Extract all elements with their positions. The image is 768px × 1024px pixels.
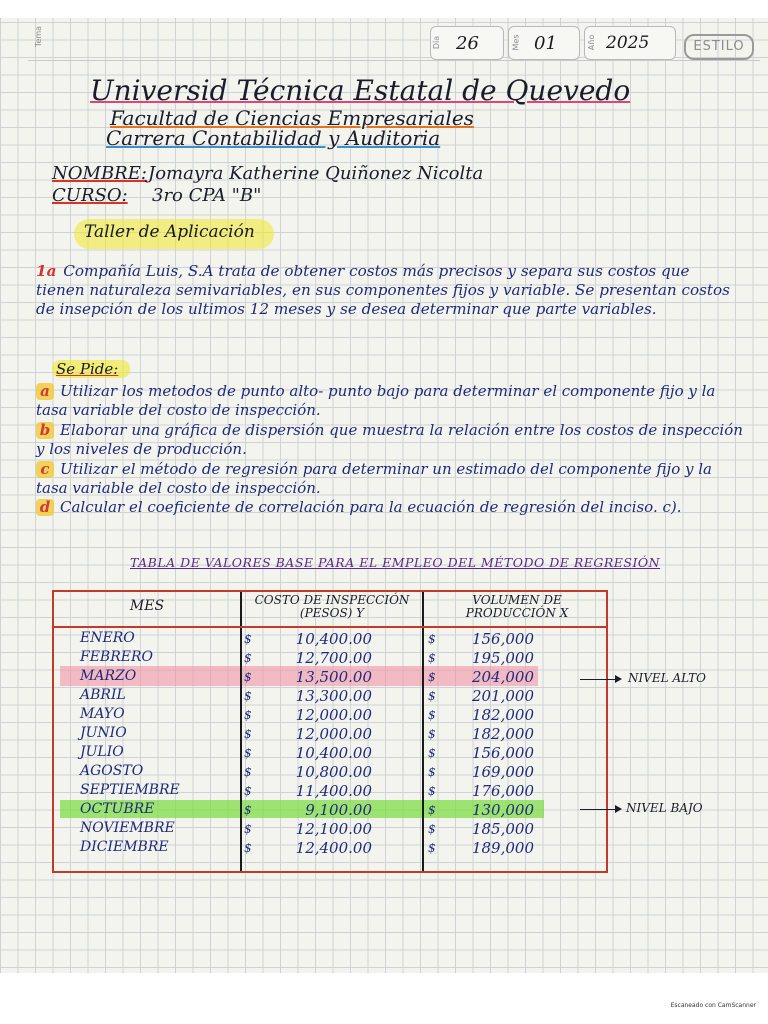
item-c <box>36 460 746 498</box>
curso-label: CURSO: <box>52 185 128 206</box>
table-row <box>54 630 610 649</box>
problem-statement <box>36 262 736 319</box>
table-row <box>54 649 610 668</box>
nombre-value: Jomayra Katherine Quiñonez Nicolta <box>148 163 484 184</box>
currency-symbol: $ <box>428 765 436 779</box>
row-costo: 12,400.00 <box>295 839 372 857</box>
low-level-arrow <box>580 809 620 810</box>
row-volumen: 185,000 <box>471 820 534 838</box>
currency-symbol: $ <box>244 708 252 722</box>
currency-symbol: $ <box>428 727 436 741</box>
row-costo: 10,400.00 <box>295 630 372 648</box>
currency-symbol: $ <box>244 765 252 779</box>
row-mes: DICIEMBRE <box>80 839 169 855</box>
table-row <box>54 763 610 782</box>
table-row <box>54 725 610 744</box>
estilo-logo: ESTILO <box>684 34 754 60</box>
row-volumen: 156,000 <box>471 630 534 648</box>
row-volumen: 130,000 <box>471 801 534 819</box>
row-mes: MAYO <box>80 706 125 722</box>
scanner-watermark: Escaneado con CamScanner <box>670 1002 756 1009</box>
currency-symbol: $ <box>428 841 436 855</box>
table-row <box>54 687 610 706</box>
year-label: Año <box>587 34 597 51</box>
item-c-text: Utilizar el método de regresión para determinar un estimado del componente fijo y la tasa variable del costo de inspección. <box>36 460 712 497</box>
career-title: Carrera Contabilidad y Auditoria <box>106 126 441 150</box>
currency-symbol: $ <box>428 822 436 836</box>
table-row <box>54 668 610 687</box>
row-costo: 13,500.00 <box>295 668 372 686</box>
row-costo: 12,000.00 <box>295 706 372 724</box>
row-costo: 11,400.00 <box>295 782 372 800</box>
high-level-label: NIVEL ALTO <box>628 671 706 685</box>
high-level-arrow <box>580 679 620 680</box>
data-table <box>52 590 608 873</box>
item-d-letter: d <box>36 499 54 516</box>
row-mes: NOVIEMBRE <box>80 820 175 836</box>
row-volumen: 182,000 <box>471 725 534 743</box>
row-mes: ABRIL <box>80 687 126 703</box>
currency-symbol: $ <box>244 803 252 817</box>
currency-symbol: $ <box>244 746 252 760</box>
item-b <box>36 421 746 459</box>
month-value: 01 <box>534 33 557 54</box>
row-volumen: 156,000 <box>471 744 534 762</box>
row-mes: JULIO <box>80 744 124 760</box>
currency-symbol: $ <box>244 822 252 836</box>
se-pide-heading: Se Pide: <box>56 360 119 378</box>
university-title: Universid Técnica Estatal de Quevedo <box>90 74 631 107</box>
problem-number: 1a <box>36 262 57 280</box>
table-row <box>54 782 610 801</box>
row-costo: 10,800.00 <box>295 763 372 781</box>
row-mes: JUNIO <box>80 725 127 741</box>
faculty-title: Facultad de Ciencias Empresariales <box>110 106 474 130</box>
item-d-text: Calcular el coeficiente de correlación para la ecuación de regresión del inciso. c). <box>60 498 682 516</box>
row-mes: MARZO <box>80 668 137 684</box>
currency-symbol: $ <box>244 841 252 855</box>
item-b-text: Elaborar una gráfica de dispersión que muestra la relación entre los costos de inspección y los niveles de producción. <box>36 421 743 458</box>
row-volumen: 176,000 <box>471 782 534 800</box>
item-a-text: Utilizar los metodos de punto alto- punto bajo para determinar el componente fijo y la tasa variable del costo de inspección. <box>36 382 716 419</box>
month-label: Mes <box>511 34 521 51</box>
item-c-letter: c <box>36 461 54 478</box>
row-mes: ENERO <box>80 630 135 646</box>
day-label: Día <box>432 35 442 50</box>
row-mes: FEBRERO <box>80 649 154 665</box>
item-a <box>36 382 746 420</box>
row-volumen: 182,000 <box>471 706 534 724</box>
year-value: 2025 <box>606 33 650 53</box>
row-mes: SEPTIEMBRE <box>80 782 180 798</box>
row-costo: 10,400.00 <box>295 744 372 762</box>
table-row <box>54 839 610 858</box>
row-volumen: 195,000 <box>471 649 534 667</box>
problem-text: Compañía Luis, S.A trata de obtener costos más precisos y separa sus costos que tienen naturaleza semivariables, en sus componentes fijos y variable. Se presentan costos de insepción de los ultimos 12 meses y se desea determinar que parte variables. <box>36 262 730 318</box>
row-costo: 12,100.00 <box>295 820 372 838</box>
day-value: 26 <box>456 33 479 54</box>
currency-symbol: $ <box>244 632 252 646</box>
nombre-label: NOMBRE: <box>52 163 147 184</box>
currency-symbol: $ <box>244 689 252 703</box>
currency-symbol: $ <box>244 651 252 665</box>
header-costo: COSTO DE INSPECCIÓN (PESOS) Y <box>254 593 410 620</box>
item-b-letter: b <box>36 422 54 439</box>
currency-symbol: $ <box>428 689 436 703</box>
table-title: TABLA DE VALORES BASE PARA EL EMPLEO DEL MÉTODO DE REGRESIÓN <box>130 555 661 570</box>
table-row <box>54 744 610 763</box>
currency-symbol: $ <box>244 670 252 684</box>
table-row <box>54 706 610 725</box>
header-volumen: VOLUMEN DE PRODUCCIÓN X <box>465 593 569 620</box>
currency-symbol: $ <box>428 803 436 817</box>
currency-symbol: $ <box>428 651 436 665</box>
table-row <box>54 820 610 839</box>
currency-symbol: $ <box>428 746 436 760</box>
row-costo: 12,000.00 <box>295 725 372 743</box>
row-volumen: 204,000 <box>471 668 534 686</box>
row-mes: OCTUBRE <box>80 801 155 817</box>
header-divider <box>54 626 606 628</box>
item-d <box>36 498 746 517</box>
table-row <box>54 801 610 820</box>
row-mes: AGOSTO <box>80 763 144 779</box>
taller-heading: Taller de Aplicación <box>84 222 255 242</box>
currency-symbol: $ <box>428 670 436 684</box>
row-costo: 12,700.00 <box>295 649 372 667</box>
curso-value: 3ro CPA "B" <box>152 185 262 206</box>
low-level-label: NIVEL BAJO <box>626 801 703 815</box>
row-costo: 13,300.00 <box>295 687 372 705</box>
row-costo: 9,100.00 <box>305 801 372 819</box>
currency-symbol: $ <box>244 784 252 798</box>
header-mes: MES <box>129 598 165 614</box>
margin-label: Tema <box>34 25 44 48</box>
item-a-letter: a <box>36 383 54 400</box>
currency-symbol: $ <box>428 784 436 798</box>
row-volumen: 201,000 <box>471 687 534 705</box>
currency-symbol: $ <box>428 708 436 722</box>
row-volumen: 189,000 <box>471 839 534 857</box>
currency-symbol: $ <box>244 727 252 741</box>
row-volumen: 169,000 <box>471 763 534 781</box>
currency-symbol: $ <box>428 632 436 646</box>
